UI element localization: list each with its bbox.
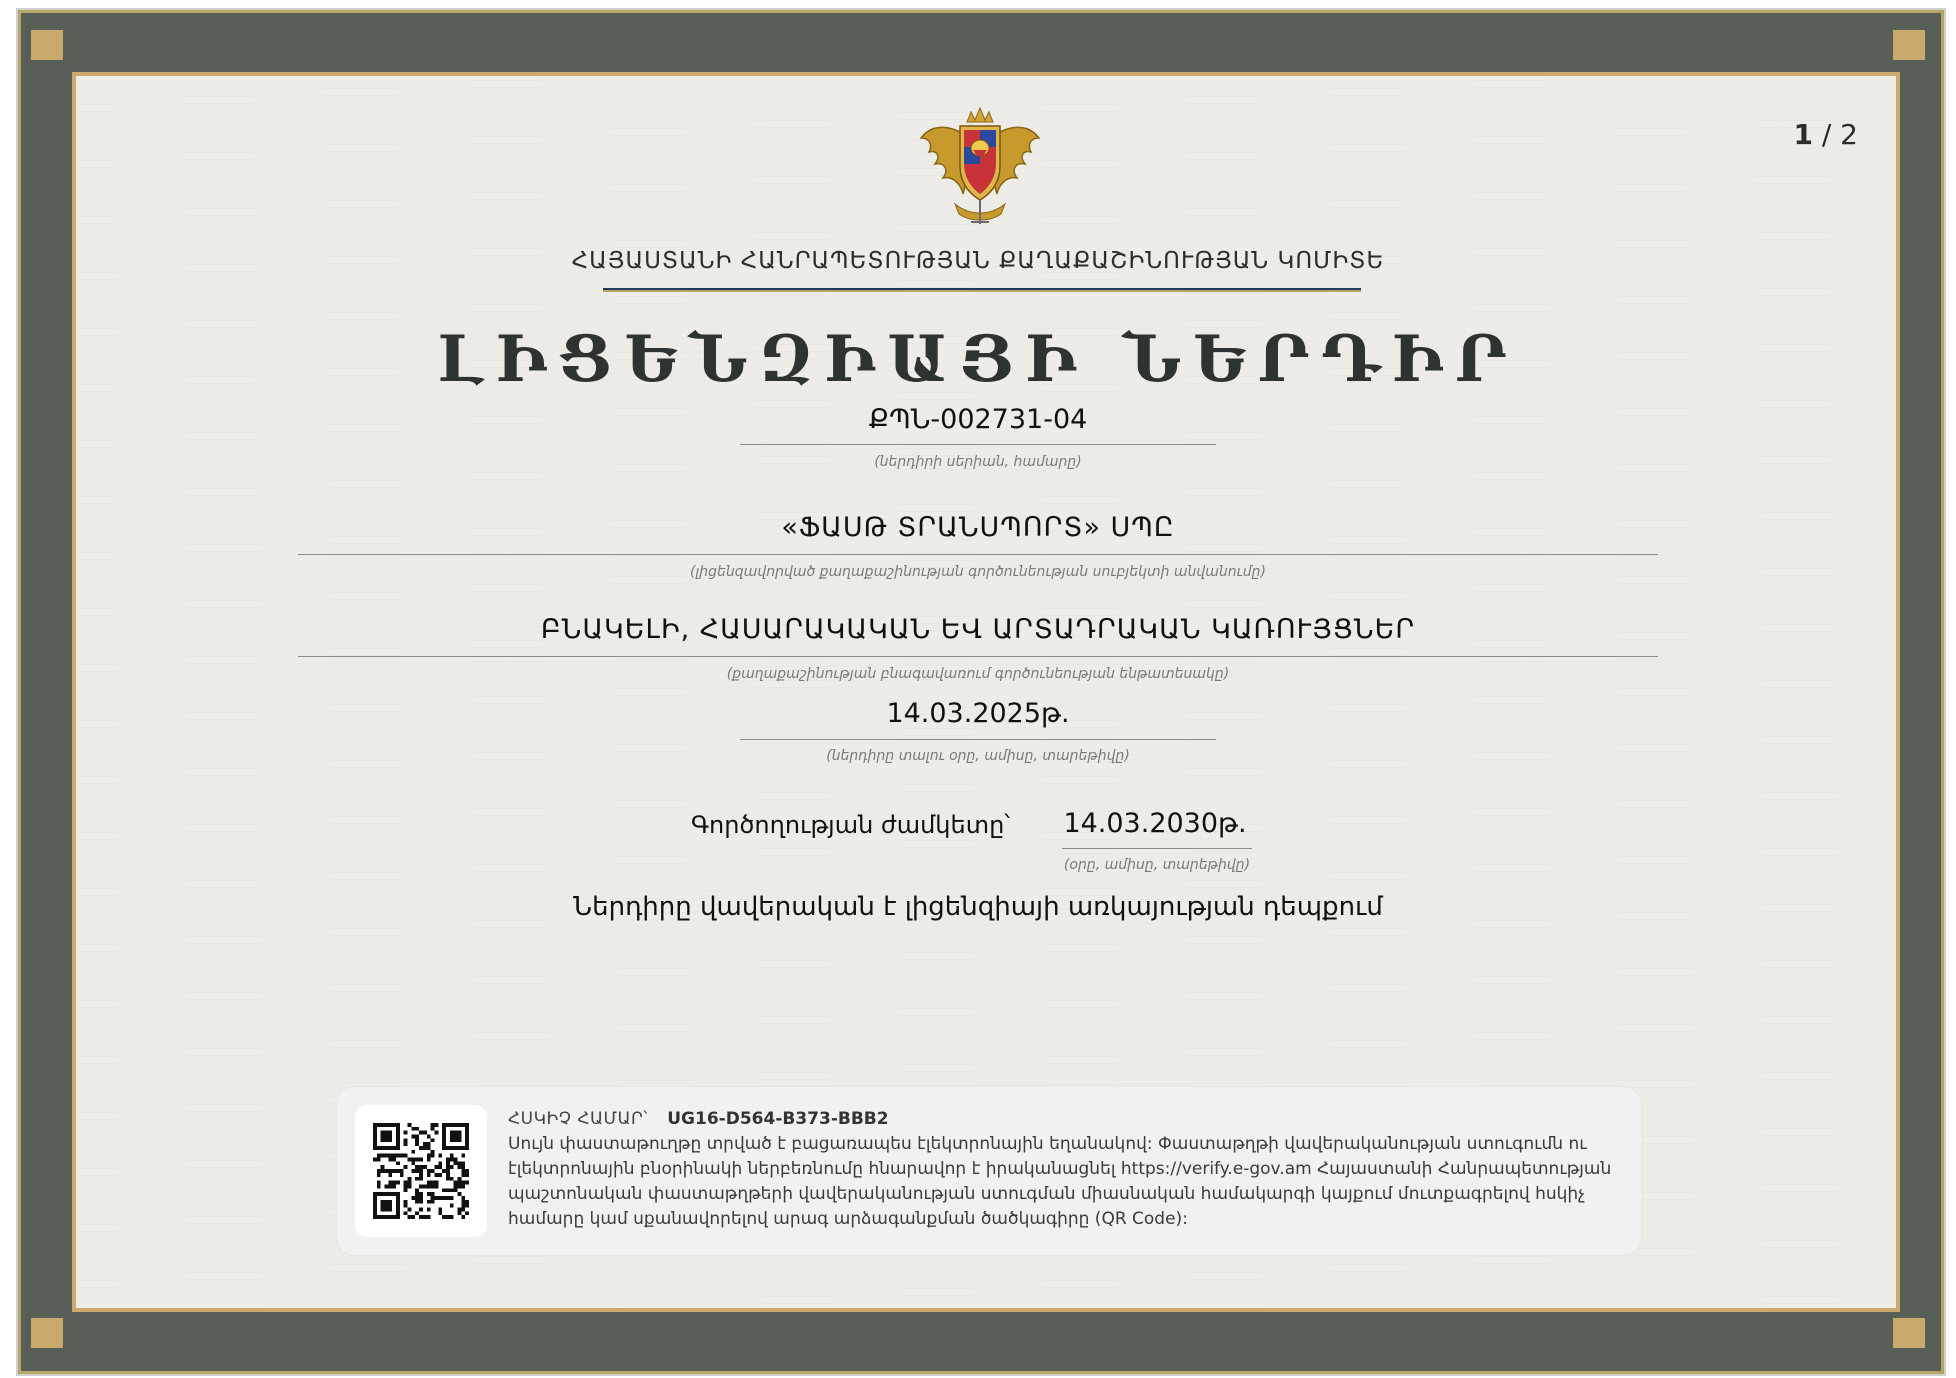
verification-line: Սույն փաստաթուղթը տրված է բացառապես էլեկտրոնային եղանակով: Փաստաթղթի վավերականության ստուգումն ու — [508, 1134, 1587, 1154]
verification-panel — [336, 1086, 1642, 1256]
verification-line: համարը կամ սքանավորելով արագ արձագանքման ծածկագիրը (QR Code): — [508, 1209, 1188, 1229]
verification-code-label: ՀՍԿԻՉ ՀԱՄԱՐ՝ — [508, 1109, 648, 1129]
verification-line: էլեկտրոնային բնօրինակի ներբեռնումը հնարավոր է իրականացնել https://verify.e-gov.am Հայաստանի Հանրապետության — [508, 1159, 1612, 1179]
validity-caption: (օրը, ամիսը, տարեթիվը) — [1063, 857, 1251, 873]
validity-date: 14.03.2030թ. — [1063, 808, 1247, 839]
issue-date: 14.03.2025թ. — [886, 698, 1070, 729]
scope-underline — [298, 656, 1658, 657]
serial-number: ՔՊՆ-002731-04 — [868, 404, 1088, 435]
scope-caption: (քաղաքաշինության բնագավառում գործունեության ենթատեսակը) — [726, 666, 1230, 682]
qr-code-container[interactable] — [355, 1105, 487, 1237]
page-indicator — [1793, 118, 1858, 151]
organization-underline — [298, 554, 1658, 555]
issue-date-underline — [740, 739, 1216, 740]
organization-name: «ՖԱՍԹ ՏՐԱՆՍՊՈՐՏ» ՍՊԸ — [781, 512, 1175, 543]
committee-name: ՀԱՅԱՍՏԱՆԻ ՀԱՆՐԱՊԵՏՈՒԹՅԱՆ ՔԱՂԱՔԱՇԻՆՈՒԹՅԱՆ ԿՈՄԻՏԵ — [571, 248, 1385, 274]
issue-date-caption: (ներդիրը տալու օրը, ամիսը, տարեթիվը) — [826, 748, 1130, 764]
validity-label: Գործողության ժամկետը՝ — [690, 811, 1010, 839]
verification-text — [508, 1107, 1618, 1232]
verification-line: պաշտոնական փաստաթղթերի վավերականության ստուգման միասնական համակարգի կայքում մուտքագրելով հսկիչ — [508, 1184, 1586, 1204]
verification-code-line — [508, 1107, 1618, 1132]
page-current: 1 — [1793, 118, 1813, 151]
qr-code-icon — [373, 1123, 469, 1219]
document-title: ԼԻՑԵՆԶԻԱՅԻ ՆԵՐԴԻՐ — [437, 322, 1519, 397]
corner-ornament — [31, 30, 63, 60]
organization-caption: (լիցենզավորված քաղաքաշինության գործունեության սուբյեկտի անվանումը) — [690, 564, 1266, 580]
activity-scope: ԲՆԱԿԵԼԻ, ՀԱՍԱՐԱԿԱԿԱՆ ԵՎ ԱՐՏԱԴՐԱԿԱՆ ԿԱՌՈՒՅՑՆԵՐ — [540, 614, 1416, 645]
corner-ornament — [31, 1318, 63, 1348]
validity-underline — [1062, 848, 1252, 849]
serial-underline — [740, 444, 1216, 445]
coat-of-arms-icon — [915, 104, 1045, 228]
corner-ornament — [1893, 30, 1925, 60]
validity-note: Ներդիրը վավերական է լիցենզիայի առկայության դեպքում — [573, 892, 1383, 922]
page-total: 2 — [1840, 118, 1858, 151]
corner-ornament — [1893, 1318, 1925, 1348]
verification-code: UG16-D564-B373-BBB2 — [667, 1109, 889, 1129]
serial-caption: (ներդիրի սերիան, համարը) — [874, 454, 1082, 470]
committee-underline — [603, 288, 1361, 290]
page-separator: / — [1821, 118, 1832, 151]
